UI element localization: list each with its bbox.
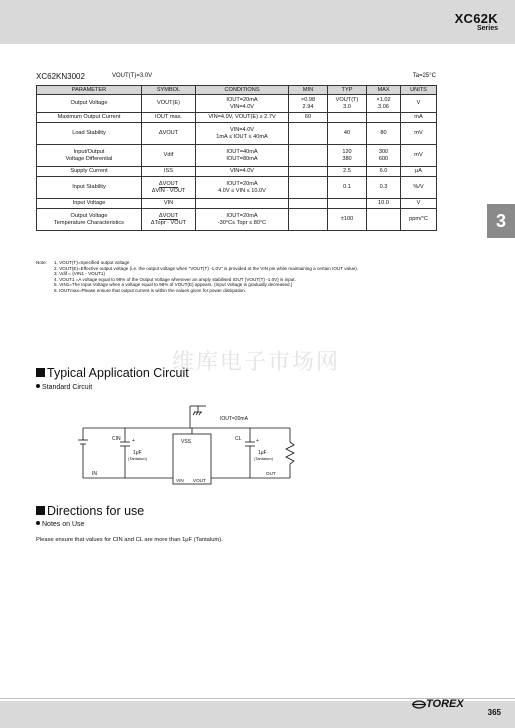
table-cell (289, 123, 328, 145)
spec-table (36, 85, 437, 231)
table-cell: 60 (289, 113, 328, 123)
model-number: XC62KN3002 (36, 72, 85, 81)
cl-plus: + (256, 438, 259, 444)
table-cell: IOUT max. (142, 113, 196, 123)
table-cell: V (401, 199, 437, 209)
column-header: TYP (328, 86, 367, 95)
table-cell: IOUT=20mA VIN=4.0V (196, 95, 289, 113)
table-cell (289, 177, 328, 199)
application-subtitle-text: Standard Circuit (42, 384, 93, 391)
table-cell: Input Voltage (37, 199, 142, 209)
header-band (0, 0, 515, 44)
table-cell (367, 209, 401, 231)
note-item: 1. VOUT(T)=Specified output voltage (54, 260, 130, 265)
table-cell: IOUT=20mA 4.0V ≤ VIN ≤ 10.0V (196, 177, 289, 199)
spec-condition: VOUT(T)=3.0V (112, 73, 153, 79)
series-subtitle: Series (476, 25, 498, 32)
table-cell: 2.5 (328, 167, 367, 177)
notes (36, 260, 358, 294)
table-cell: μA (401, 167, 437, 177)
table-cell: ±100 (328, 209, 367, 231)
cl-type: (Tantalum) (254, 456, 273, 461)
notes-label: Note: (36, 260, 47, 265)
table-cell: ΔVOUT ΔVIN · VOUT (142, 177, 196, 199)
table-cell: IOUT=20mA -30°C≤ Topr ≤ 80°C (196, 209, 289, 231)
table-row (37, 177, 437, 199)
page-number: 365 (487, 708, 501, 717)
table-cell: Supply Current (37, 167, 142, 177)
square-bullet-icon (36, 506, 45, 515)
notes-list (36, 260, 358, 294)
cin-label: CIN (112, 436, 121, 442)
bullet-icon (36, 384, 40, 388)
cin-value: 1μF (133, 450, 142, 456)
vss-pin-label: VSS (181, 439, 192, 445)
table-cell (367, 113, 401, 123)
table-cell: 0.3 (367, 177, 401, 199)
table-cell: Input/Output Voltage Differential (37, 145, 142, 167)
application-title (36, 366, 189, 380)
directions-subtitle-text: Notes on Use (42, 521, 85, 528)
table-body (37, 95, 437, 231)
iout-label: IOUT=20mA (220, 416, 248, 422)
table-cell: mA (401, 113, 437, 123)
table-row (37, 209, 437, 231)
directions-title (36, 504, 144, 518)
cl-label: CL (235, 436, 242, 442)
column-header: MAX (367, 86, 401, 95)
table-cell: 6.0 (367, 167, 401, 177)
table-cell: Vdif (142, 145, 196, 167)
table-cell: mV (401, 145, 437, 167)
column-header: MIN (289, 86, 328, 95)
table-cell: IOUT=40mA IOUT=80mA (196, 145, 289, 167)
torex-logo-icon (412, 700, 426, 709)
table-row (37, 95, 437, 113)
table-cell (328, 199, 367, 209)
torex-logo (412, 698, 464, 710)
table-cell (196, 199, 289, 209)
column-header: CONDITIONS (196, 86, 289, 95)
table-cell: Load Stability (37, 123, 142, 145)
table-cell: VIN (142, 199, 196, 209)
column-header: PARAMETER (37, 86, 142, 95)
table-cell (328, 113, 367, 123)
table-cell: 10.0 (367, 199, 401, 209)
table-cell: %/V (401, 177, 437, 199)
note-item: 6. IOUTmax=Please ensure that output current is within the values given for power dissipation. (54, 287, 247, 293)
note-item: 4. VOUT1 =A voltage equal to 98% of the Output Voltage whenever an amply stabilised IOUT {VOUT(T) -1.0V} is input. (54, 276, 296, 282)
watermark: 维库电子市场网 (172, 350, 341, 375)
table-cell (289, 145, 328, 167)
note-item: 5. VIN1=The Input Voltage when a voltage equal to 98% of VOUT(E) appears. (Input Voltage is gradually decreased.) (54, 282, 293, 288)
vout-pin-label: VOUT (193, 478, 206, 483)
application-subtitle (36, 384, 92, 391)
table-cell: 300 600 (367, 145, 401, 167)
table-cell: ΔVOUT ΔTopr · VOUT (142, 209, 196, 231)
cin-type: (Tantalum) (128, 456, 147, 461)
note-item: 2. VOUT(E)=Effective output voltage (i.e. the output voltage when "VOUT(T) -1.0V" is provided at the VIN pin while maintaining a certain IOUT value). (54, 265, 358, 271)
table-cell: Input Stability (37, 177, 142, 199)
out-label: OUT (266, 471, 276, 476)
table-row (37, 199, 437, 209)
vin-pin-label: VIN (176, 478, 184, 483)
table-row (37, 113, 437, 123)
ambient-temp: Ta=25°C (412, 73, 436, 79)
table-cell (289, 199, 328, 209)
table-cell: 120 380 (328, 145, 367, 167)
torex-logo-text: TOREX (426, 698, 464, 710)
directions-subtitle (36, 521, 84, 528)
table-cell: Output Voltage Temperature Characteristics (37, 209, 142, 231)
table-cell: ×1.02 3.06 (367, 95, 401, 113)
table-cell: VIN=4.0V, VOUT(E) ≥ 2.7V (196, 113, 289, 123)
table-cell: Output Voltage (37, 95, 142, 113)
table-cell (289, 209, 328, 231)
column-header: SYMBOL (142, 86, 196, 95)
directions-title-text: Directions for use (47, 504, 145, 518)
cin-plus: + (132, 438, 135, 444)
table-cell: ×0.98 2.94 (289, 95, 328, 113)
table-cell: VIN=4.0V 1mA ≤ IOUT ≤ 40mA (196, 123, 289, 145)
table-cell: ppm/°C (401, 209, 437, 231)
table-cell: Maximum Output Current (37, 113, 142, 123)
table-cell: mV (401, 123, 437, 145)
table-header-row (37, 86, 437, 95)
table-row (37, 123, 437, 145)
table-cell: 0.1 (328, 177, 367, 199)
table-cell: VIN=4.0V (196, 167, 289, 177)
bullet-icon (36, 521, 40, 525)
table-cell: VOUT(T) 3.0 (328, 95, 367, 113)
cl-value: 1μF (258, 450, 267, 456)
spec-header (36, 72, 436, 81)
directions-text: Please ensure that values for CIN and CL are more than 1μF (Tantalum). (36, 537, 223, 543)
square-bullet-icon (36, 368, 45, 377)
table-cell: 80 (367, 123, 401, 145)
application-circuit (70, 398, 310, 488)
table-cell: 40 (328, 123, 367, 145)
application-title-text: Typical Application Circuit (47, 366, 189, 380)
table-cell: VOUT(E) (142, 95, 196, 113)
in-label: IN (92, 471, 97, 477)
table-cell: ISS (142, 167, 196, 177)
table-cell: ΔVOUT (142, 123, 196, 145)
note-item: 3. Vdif = {VIN1 - VOUT1} (54, 271, 105, 277)
column-header: UNITS (401, 86, 437, 95)
table-row (37, 167, 437, 177)
table-cell: V (401, 95, 437, 113)
chapter-tab: 3 (487, 204, 515, 238)
table-row (37, 145, 437, 167)
table-cell (289, 167, 328, 177)
series-title: XC62K (454, 11, 498, 26)
